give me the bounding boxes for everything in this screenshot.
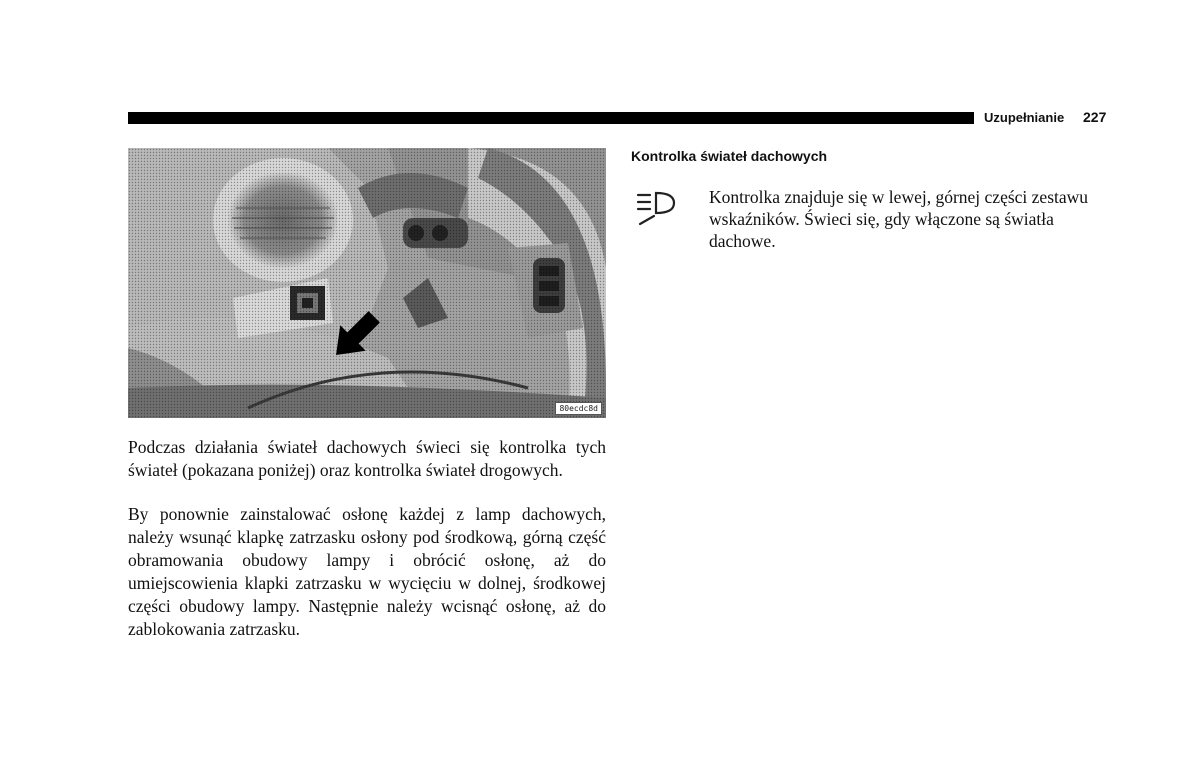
dashboard-photo (128, 148, 606, 418)
figure-code: 80ecdc8d (555, 402, 602, 415)
section-heading: Kontrolka świateł dachowych (631, 148, 828, 164)
indicator-description: Kontrolka znajduje się w lewej, górnej części zestawu wskaźników. Świeci się, gdy włączone są światła dachowe. (709, 187, 1089, 251)
page-number: 227 (1083, 109, 1107, 125)
roof-lights-indicator-icon (634, 186, 678, 230)
section-title: Uzupełnianie (984, 110, 1065, 125)
paragraph-cover-installation: By ponownie zainstalować osłonę każdej z lamp dachowych, należy wsunąć klapkę zatrzasku osłony pod środkową, górną część obramowania obudowy lampy i obrócić osłonę, aż do umiejscowienia klapki zatrzasku w wycięciu w dolnej, środkowej części obudowy lampy. Następnie należy wcisnąć osłonę, aż do zablokowania zatrzasku. (128, 504, 606, 639)
dashboard-illustration (128, 148, 606, 418)
header-rule (128, 112, 974, 124)
paragraph-roof-lights-indicator: Podczas działania świateł dachowych świeci się kontrolka tych świateł (pokazana poniżej) oraz kontrolka świateł drogowych. (128, 437, 606, 480)
